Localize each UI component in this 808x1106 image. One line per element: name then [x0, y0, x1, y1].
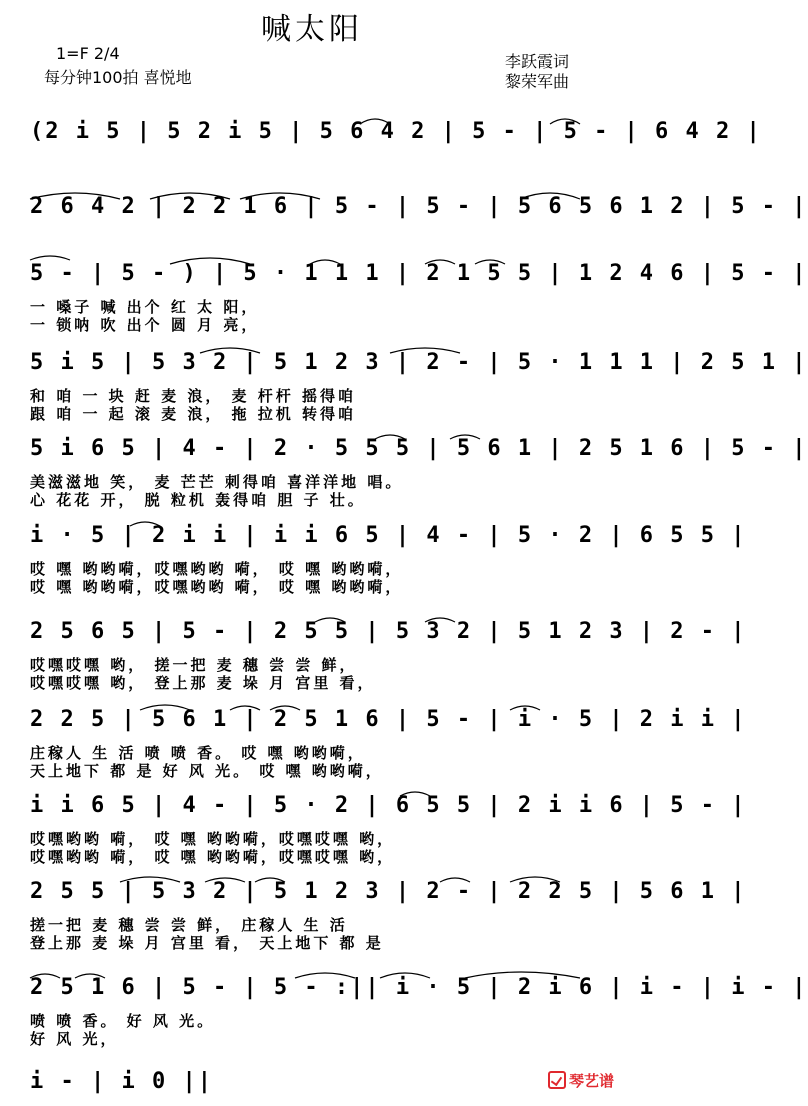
staff-system-10 — [30, 872, 747, 952]
tempo-marking: 每分钟100拍 喜悦地 — [44, 68, 192, 87]
notation-line: 5 i 5 | 5 3 2 | 5 1 2 3 | 2 - | 5 · 1 1 1 | 2 5 1 | — [30, 350, 808, 375]
notation-line: 2 5 6 5 | 5 - | 2 5 5 | 5 3 2 | 5 1 2 3 | 2 - | — [30, 619, 747, 644]
notation-line: i - | i 0 || — [30, 1069, 213, 1094]
lyrics-verse-1: 哎 嘿 哟哟嗬，哎嘿哟哟 嗬， 哎 嘿 哟哟嗬， — [30, 560, 404, 578]
notation-line: 2 5 1 6 | 5 - | 5 - :|| i · 5 | 2 i 6 | i - | i - | — [30, 975, 808, 1000]
staff-system-11 — [30, 968, 808, 1048]
staff-system-4 — [30, 343, 808, 423]
staff-system-7 — [30, 612, 747, 692]
notation-line: i i 6 5 | 4 - | 5 · 2 | 6 5 5 | 2 i i 6 | 5 - | — [30, 793, 747, 818]
song-title: 喊太阳 — [261, 12, 363, 47]
watermark — [548, 1070, 614, 1091]
lyrics-verse-1: 哎嘿哟哟 嗬， 哎 嘿 哟哟嗬，哎嘿哎嘿 哟， — [30, 830, 396, 848]
lyrics-verse-1: 美滋滋地 笑， 麦 芒芒 刺得咱 喜洋洋地 唱。 — [30, 473, 404, 491]
notation-line: (2 i 5 | 5 2 i 5 | 5 6 4 2 | 5 - | 5 - | 6 4 2 | — [30, 119, 762, 144]
staff-system-2 — [30, 187, 808, 233]
staff-system-1 — [30, 112, 762, 158]
staff-system-3 — [30, 254, 808, 334]
notation-line: i · 5 | 2 i i | i i 6 5 | 4 - | 5 · 2 | 6 5 5 | — [30, 523, 747, 548]
lyrics-verse-1: 一 嗓子 喊 出个 红 太 阳， — [30, 298, 260, 316]
notation-line: 2 2 5 | 5 6 1 | 2 5 1 6 | 5 - | i · 5 | 2 i i | — [30, 707, 747, 732]
lyrics-verse-2: 天上地下 都 是 好 风 光。 哎 嘿 哟哟嗬， — [30, 762, 384, 780]
notation-line: 5 - | 5 - ) | 5 · 1 1 1 | 2 1 5 5 | 1 2 4 6 | 5 - | — [30, 261, 808, 286]
notation-line: 5 i 6 5 | 4 - | 2 · 5 5 5 | 5 6 1 | 2 5 1 6 | 5 - | — [30, 436, 808, 461]
lyrics-verse-2: 哎 嘿 哟哟嗬，哎嘿哟哟 嗬， 哎 嘿 哟哟嗬， — [30, 578, 404, 596]
watermark-text: 琴艺谱 — [568, 1072, 614, 1090]
notation-line: 2 5 5 | 5 3 2 | 5 1 2 3 | 2 - | 2 2 5 | 5 6 1 | — [30, 879, 747, 904]
lyrics-verse-2: 一 锁呐 吹 出个 圆 月 亮， — [30, 316, 260, 334]
lyrics-verse-2: 跟 咱 一 起 滚 麦 浪， 拖 拉机 转得咱 — [30, 405, 357, 423]
lyricist-credit: 李跃霞词 — [505, 52, 570, 71]
staff-system-5 — [30, 429, 808, 509]
lyrics-verse-1: 搓一把 麦 穗 尝 尝 鲜， 庄稼人 生 活 — [30, 916, 348, 934]
key-meter: 1=F 2/4 — [56, 44, 120, 63]
notation-line: 2 6 4 2 | 2 2 1 6 | 5 - | 5 - | 5 6 5 6 1 2 | 5 - | — [30, 194, 808, 219]
staff-system-8 — [30, 700, 747, 780]
lyrics-verse-1: 喷 喷 香。 好 风 光。 — [30, 1012, 216, 1030]
check-logo-icon — [548, 1071, 566, 1089]
lyrics-verse-2: 哎嘿哎嘿 哟， 登上那 麦 垛 月 宫里 看， — [30, 674, 376, 692]
staff-system-6 — [30, 516, 747, 596]
lyrics-verse-2: 哎嘿哟哟 嗬， 哎 嘿 哟哟嗬，哎嘿哎嘿 哟， — [30, 848, 396, 866]
lyrics-verse-2: 登上那 麦 垛 月 宫里 看， 天上地下 都 是 — [30, 934, 384, 952]
lyrics-verse-1: 庄稼人 生 活 喷 喷 香。 哎 嘿 哟哟嗬， — [30, 744, 366, 762]
lyrics-verse-1: 和 咱 一 块 赶 麦 浪， 麦 杆杆 摇得咱 — [30, 387, 357, 405]
lyrics-verse-2: 好 风 光， — [30, 1030, 119, 1048]
composer-credit: 黎荣军曲 — [505, 72, 570, 91]
staff-system-9 — [30, 786, 747, 866]
staff-system-12 — [30, 1062, 586, 1102]
lyrics-verse-2: 心 花花 开， 脱 粒机 轰得咱 胆 子 壮。 — [30, 491, 366, 509]
lyrics-verse-1: 哎嘿哎嘿 哟， 搓一把 麦 穗 尝 尝 鲜， — [30, 656, 358, 674]
